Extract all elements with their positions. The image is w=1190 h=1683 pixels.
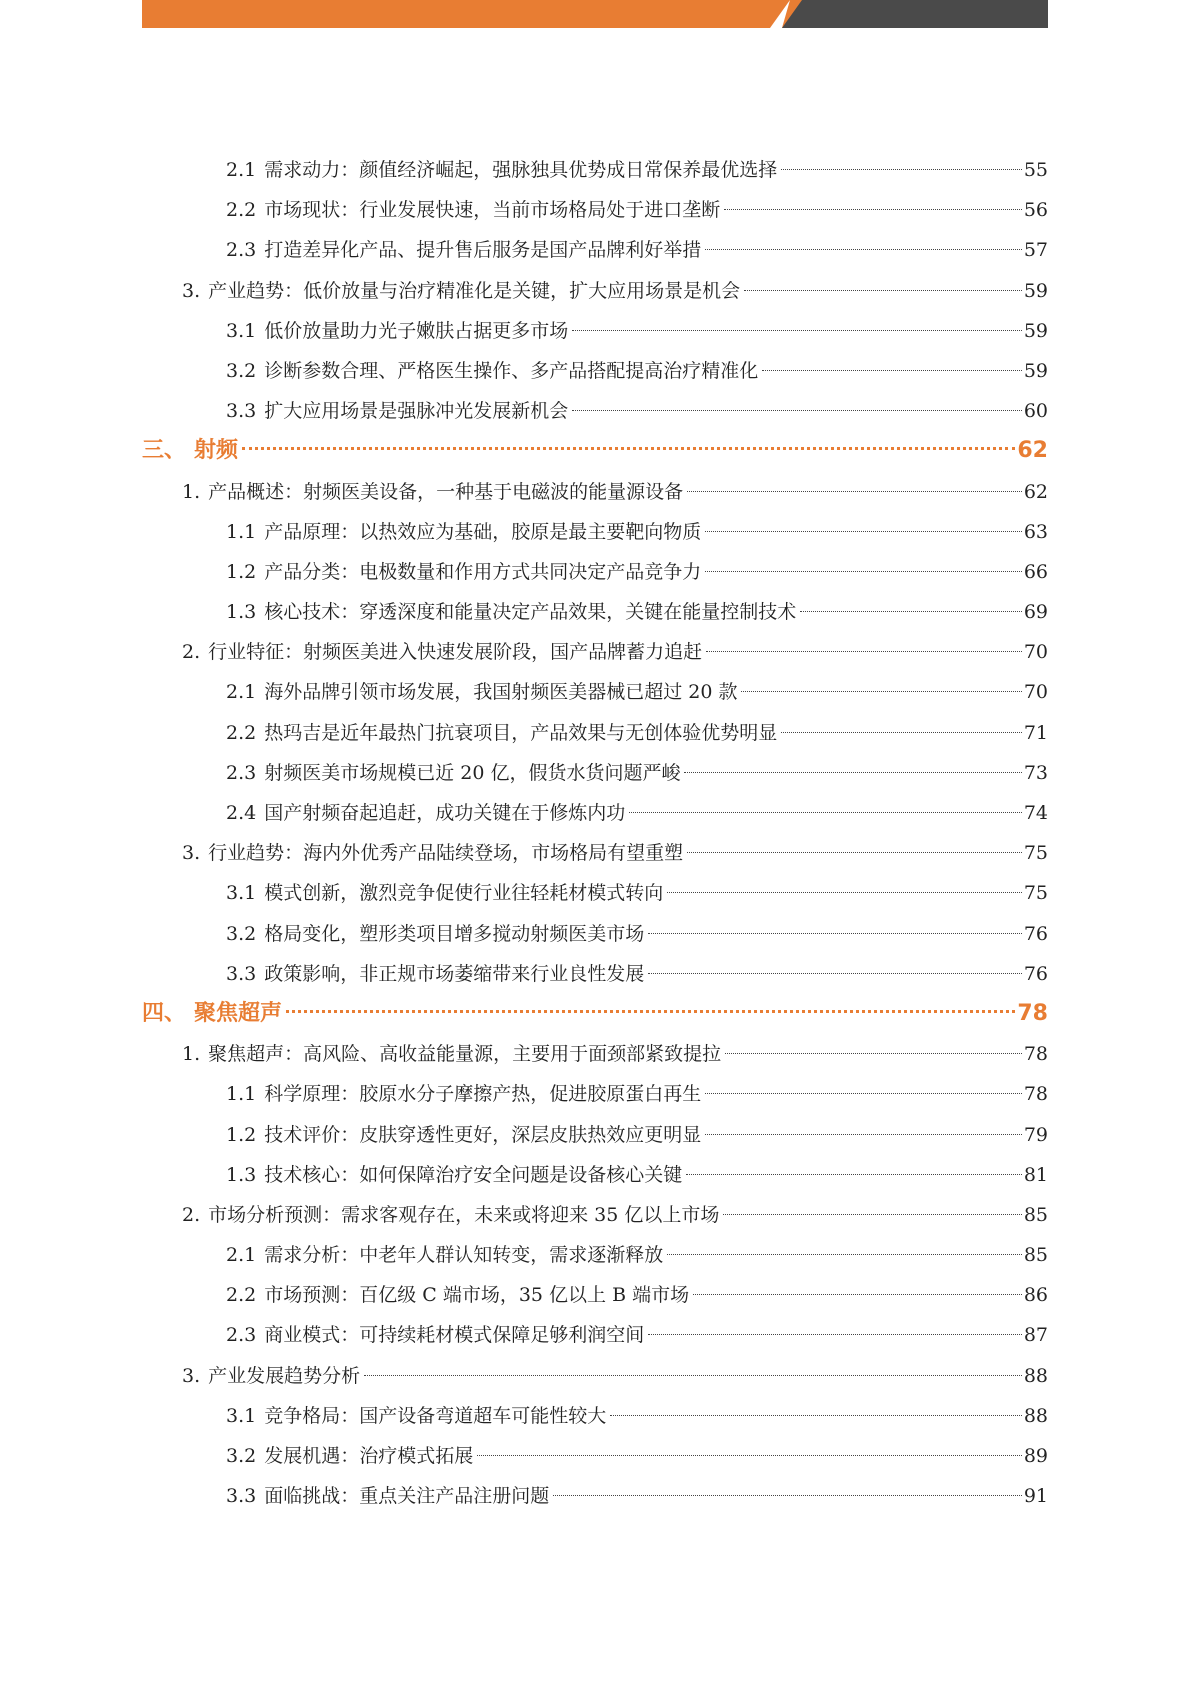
toc-dot-leader [629, 812, 1022, 813]
toc-entry-title: 诊断参数合理、严格医生操作、多产品搭配提高治疗精准化 [264, 359, 759, 382]
toc-page-number: 59 [1023, 359, 1048, 382]
toc-dot-leader [648, 933, 1022, 934]
toc-entry-title: 聚焦超声：高风险、高收益能量源，主要用于面颈部紧致提拉 [208, 1043, 722, 1066]
toc-page-number: 60 [1023, 400, 1048, 423]
toc-entry-number: 3.1 [226, 882, 257, 905]
toc-entry[interactable] [142, 351, 1048, 391]
toc-entry-title: 产业趋势：低价放量与治疗精准化是关键，扩大应用场景是机会 [208, 279, 741, 302]
toc-dot-leader [686, 1174, 1022, 1175]
toc-entry-title: 面临挑战：重点关注产品注册问题 [264, 1485, 550, 1508]
toc-entry-number: 1. [182, 480, 201, 503]
toc-page-number: 70 [1023, 681, 1048, 704]
toc-page-number: 76 [1023, 922, 1048, 945]
toc-page-number: 59 [1023, 279, 1048, 302]
toc-dot-leader [762, 370, 1022, 371]
toc-dot-leader [705, 571, 1022, 572]
toc-entry[interactable] [142, 271, 1048, 311]
toc-entry-number: 1.2 [226, 560, 257, 583]
toc-page-number: 85 [1023, 1244, 1048, 1267]
toc-entry[interactable] [142, 230, 1048, 270]
toc-page-number: 62 [1017, 438, 1048, 464]
toc-entry-title: 海外品牌引领市场发展，我国射频医美器械已超过 20 款 [264, 681, 738, 704]
toc-section-heading[interactable] [142, 994, 1048, 1034]
toc-entry[interactable] [142, 954, 1048, 994]
toc-entry-title: 聚焦超声 [194, 1000, 283, 1026]
toc-entry-number: 2.2 [226, 721, 257, 744]
toc-entry[interactable] [142, 391, 1048, 431]
toc-entry-title: 需求动力：颜值经济崛起，强脉独具优势成日常保养最优选择 [264, 159, 778, 181]
toc-dot-leader [725, 1053, 1022, 1054]
toc-entry[interactable] [142, 150, 1048, 190]
toc-dot-leader [724, 209, 1022, 210]
toc-entry[interactable] [142, 1115, 1048, 1155]
toc-dot-leader [741, 691, 1021, 692]
toc-entry-number: 2.2 [226, 1284, 257, 1307]
toc-entry[interactable] [142, 1356, 1048, 1396]
toc-dot-leader [286, 1010, 1015, 1013]
toc-entry-number: 2.1 [226, 1244, 257, 1267]
toc-dot-leader [705, 531, 1022, 532]
toc-entry-title: 产品原理：以热效应为基础，胶原是最主要靶向物质 [264, 520, 702, 543]
toc-entry-title: 热玛吉是近年最热门抗衰项目，产品效果与无创体验优势明显 [264, 721, 778, 744]
toc-entry-number: 1. [182, 1043, 201, 1066]
toc-dot-leader [364, 1375, 1022, 1376]
toc-entry[interactable] [142, 552, 1048, 592]
toc-dot-leader [648, 973, 1022, 974]
toc-entry[interactable] [142, 1275, 1048, 1315]
toc-entry-title: 产品概述：射频医美设备，一种基于电磁波的能量源设备 [208, 480, 684, 503]
toc-entry-number: 3. [182, 1364, 201, 1387]
toc-entry-number: 3.3 [226, 1485, 257, 1508]
toc-page-number: 88 [1023, 1364, 1048, 1387]
toc-entry-title: 需求分析：中老年人群认知转变，需求逐渐释放 [264, 1244, 664, 1267]
toc-entry-number: 2. [182, 641, 201, 664]
toc-entry-number: 2. [182, 1203, 201, 1226]
toc-entry-title: 市场现状：行业发展快速，当前市场格局处于进口垄断 [264, 199, 721, 222]
toc-entry-title: 低价放量助力光子嫩肤占据更多市场 [264, 319, 569, 342]
toc-dot-leader [800, 611, 1022, 612]
toc-page-number: 85 [1023, 1203, 1048, 1226]
toc-entry[interactable] [142, 1155, 1048, 1195]
toc-entry-title: 竞争格局：国产设备弯道超车可能性较大 [264, 1404, 607, 1427]
toc-entry[interactable] [142, 1476, 1048, 1516]
toc-entry[interactable] [142, 833, 1048, 873]
toc-dot-leader [744, 290, 1022, 291]
toc-entry-title: 模式创新，激烈竞争促使行业往轻耗材模式转向 [264, 882, 664, 905]
toc-entry-number: 2.3 [226, 239, 257, 262]
toc-entry-title: 扩大应用场景是强脉冲光发展新机会 [264, 400, 569, 423]
toc-page-number: 69 [1023, 601, 1048, 624]
toc-dot-leader [648, 1334, 1022, 1335]
toc-entry-number: 3. [182, 842, 201, 865]
toc-entry-title: 市场分析预测：需求客观存在，未来或将迎来 35 亿以上市场 [208, 1203, 720, 1226]
header-dark-band [782, 0, 1048, 28]
toc-entry[interactable] [142, 1074, 1048, 1114]
toc-dot-leader [705, 249, 1022, 250]
toc-entry-title: 打造差异化产品、提升售后服务是国产品牌利好举措 [264, 239, 702, 262]
toc-dot-leader [781, 169, 1022, 170]
toc-entry[interactable] [142, 592, 1048, 632]
toc-entry-number: 1.1 [226, 1083, 257, 1106]
toc-entry-number: 3.3 [226, 962, 257, 985]
toc-entry[interactable] [142, 1195, 1048, 1235]
toc-entry[interactable] [142, 672, 1048, 712]
toc-entry-number: 3.2 [226, 1445, 257, 1467]
toc-page-number: 79 [1023, 1123, 1048, 1146]
toc-dot-leader [687, 491, 1022, 492]
toc-dot-leader [693, 1294, 1022, 1295]
toc-entry-title: 行业特征：射频医美进入快速发展阶段，国产品牌蓄力追赶 [208, 641, 703, 664]
toc-entry[interactable] [142, 190, 1048, 230]
toc-page-number: 75 [1023, 882, 1048, 905]
toc-dot-leader [723, 1214, 1021, 1215]
toc-entry-number: 四、 [142, 1000, 187, 1026]
toc-entry[interactable] [142, 1034, 1048, 1074]
toc-entry-number: 3.3 [226, 400, 257, 423]
toc-page-number: 88 [1023, 1404, 1048, 1427]
toc-page-number: 78 [1017, 1000, 1048, 1026]
toc-entry[interactable] [142, 1436, 1048, 1476]
toc-entry-number: 3.1 [226, 1404, 257, 1427]
toc-entry-title: 核心技术：穿透深度和能量决定产品效果，关键在能量控制技术 [264, 601, 797, 624]
toc-entry-title: 射频医美市场规模已近 20 亿，假货水货问题严峻 [264, 761, 681, 784]
toc-entry-title: 政策影响，非正规市场萎缩带来行业良性发展 [264, 962, 645, 985]
toc-entry[interactable] [142, 1315, 1048, 1355]
toc-dot-leader [477, 1455, 1022, 1456]
toc-entry-title: 格局变化，塑形类项目增多搅动射频医美市场 [264, 922, 645, 945]
toc-entry-title: 科学原理：胶原水分子摩擦产热，促进胶原蛋白再生 [264, 1083, 702, 1106]
toc-entry[interactable] [142, 914, 1048, 954]
toc-page-number: 86 [1023, 1284, 1048, 1307]
toc-entry-number: 3.2 [226, 359, 257, 382]
toc-entry-number: 3.1 [226, 319, 257, 342]
toc-section-heading[interactable] [142, 431, 1048, 471]
toc-entry[interactable] [142, 753, 1048, 793]
toc-entry-number: 2.3 [226, 1324, 257, 1347]
toc-entry[interactable] [142, 873, 1048, 913]
toc-dot-leader [572, 410, 1022, 411]
toc-entry-number: 2.4 [226, 802, 257, 824]
toc-page-number: 63 [1023, 520, 1048, 543]
toc-entry-title: 技术评价：皮肤穿透性更好，深层皮肤热效应更明显 [264, 1123, 702, 1146]
toc-page-number: 78 [1023, 1043, 1048, 1066]
toc-entry-title: 商业模式：可持续耗材模式保障足够利润空间 [264, 1324, 645, 1347]
toc-entry[interactable] [142, 311, 1048, 351]
toc-page-number: 91 [1023, 1485, 1048, 1508]
toc-page-number: 71 [1023, 721, 1048, 744]
toc-entry-number: 3. [182, 279, 201, 302]
toc-page-number: 66 [1023, 560, 1048, 583]
toc-entry-title: 产业发展趋势分析 [208, 1364, 361, 1387]
toc-page-number: 73 [1023, 761, 1048, 784]
toc-entry-number: 2.2 [226, 199, 257, 222]
toc-entry-title: 发展机遇：治疗模式拓展 [264, 1445, 474, 1467]
toc-page-number: 57 [1023, 239, 1048, 262]
toc-entry-number: 1.3 [226, 601, 257, 624]
toc-entry[interactable] [142, 793, 1048, 833]
toc-entry-number: 三、 [142, 438, 187, 464]
toc-page-number: 70 [1023, 641, 1048, 664]
toc-entry-title: 国产射频奋起追赶，成功关键在于修炼内功 [264, 802, 626, 824]
toc-entry-number: 1.3 [226, 1163, 257, 1186]
toc-entry-title: 市场预测：百亿级 C 端市场，35 亿以上 B 端市场 [264, 1284, 690, 1307]
toc-entry[interactable] [142, 1396, 1048, 1436]
toc-entry-title: 产品分类：电极数量和作用方式共同决定产品竞争力 [264, 560, 702, 583]
toc-dot-leader [572, 330, 1022, 331]
toc-dot-leader [667, 1254, 1022, 1255]
toc-page-number: 78 [1023, 1083, 1048, 1106]
toc-dot-leader [781, 732, 1022, 733]
toc-entry-number: 2.3 [226, 761, 257, 784]
toc-page-number: 75 [1023, 842, 1048, 865]
toc-page-number: 74 [1023, 802, 1048, 824]
toc-entry[interactable] [142, 472, 1048, 512]
toc-entry-number: 3.2 [226, 922, 257, 945]
toc-page-number: 59 [1023, 319, 1048, 342]
toc-dot-leader [610, 1415, 1022, 1416]
toc-page-number: 76 [1023, 962, 1048, 985]
toc-entry[interactable] [142, 512, 1048, 552]
toc-entry[interactable] [142, 632, 1048, 672]
toc-entry[interactable] [142, 713, 1048, 753]
toc-entry-number: 2.1 [226, 159, 257, 181]
toc-page-number: 55 [1023, 159, 1048, 181]
toc-dot-leader [553, 1495, 1022, 1496]
toc-dot-leader [705, 1134, 1022, 1135]
toc-page-number: 56 [1023, 199, 1048, 222]
toc-dot-leader [684, 772, 1021, 773]
toc-page-number: 81 [1023, 1163, 1048, 1186]
toc-dot-leader [687, 852, 1022, 853]
toc-dot-leader [242, 447, 1015, 450]
table-of-contents [142, 150, 1048, 1516]
toc-entry-title: 技术核心：如何保障治疗安全问题是设备核心关键 [264, 1163, 683, 1186]
toc-entry-number: 1.1 [226, 520, 257, 543]
toc-entry-number: 1.2 [226, 1123, 257, 1146]
toc-entry-number: 2.1 [226, 681, 257, 704]
toc-entry-title: 射频 [194, 438, 239, 464]
toc-dot-leader [706, 651, 1022, 652]
toc-dot-leader [667, 892, 1022, 893]
toc-entry[interactable] [142, 1235, 1048, 1275]
toc-dot-leader [705, 1093, 1022, 1094]
toc-page-number: 87 [1023, 1324, 1048, 1347]
toc-page-number: 62 [1023, 480, 1048, 503]
toc-entry-title: 行业趋势：海内外优秀产品陆续登场，市场格局有望重塑 [208, 842, 684, 865]
toc-page-number: 89 [1023, 1445, 1048, 1467]
